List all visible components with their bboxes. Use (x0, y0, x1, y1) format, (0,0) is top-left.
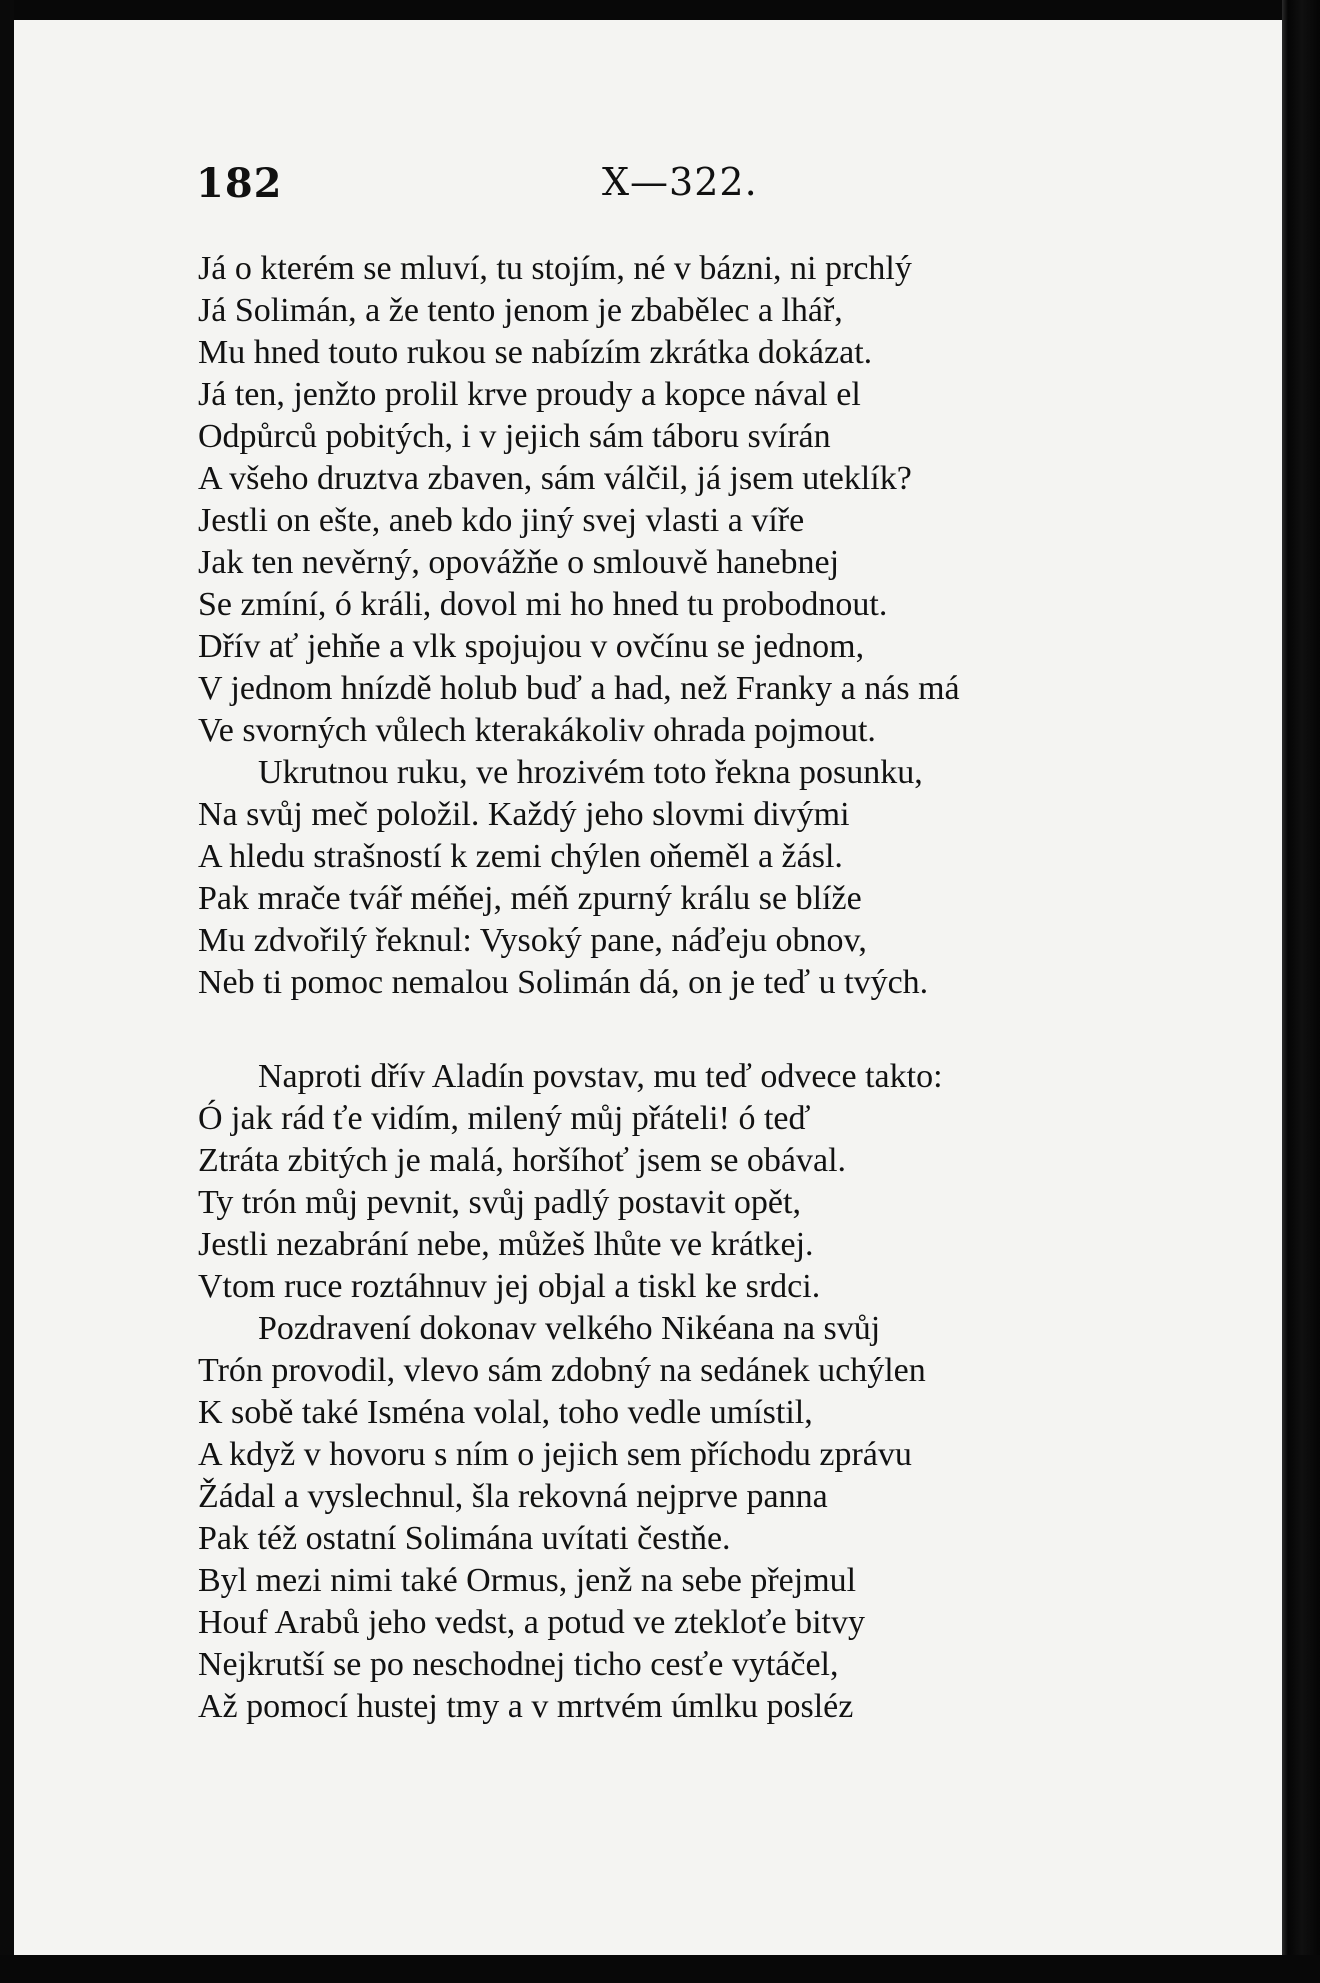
verse-line: A všeho druztva zbaven, sám válčil, já jsem uteklík? (198, 460, 912, 497)
verse-line: Ukrutnou ruku, ve hrozivém toto řekna posunku, (258, 754, 923, 791)
scan-border-bottom (0, 1955, 1320, 1983)
stanza-gap (198, 1004, 1198, 1056)
verse-line: A když v hovoru s ním o jejich sem příchodu zprávu (198, 1436, 912, 1473)
verse-line: Na svůj meč položil. Každý jeho slovmi divými (198, 796, 850, 833)
verse-line: Naproti dřív Aladín povstav, mu teď odvece takto: (258, 1058, 943, 1095)
verse-line: Jak ten nevěrný, opovážňe o smlouvě hanebnej (198, 544, 840, 581)
verse-line: Trón provodil, vlevo sám zdobný na sedánek uchýlen (198, 1352, 926, 1389)
verse-line: Žádal a vyslechnul, šla rekovná nejprve panna (198, 1478, 828, 1515)
verse-line: Mu zdvořilý řeknul: Vysoký pane, náďeju obnov, (198, 922, 867, 959)
verse-line: Dřív ať jehňe a vlk spojujou v ovčínu se jednom, (198, 628, 865, 665)
poem-text (198, 248, 1198, 1728)
verse-line: Houf Arabů jeho vedst, a potud ve ztekloťe bitvy (198, 1604, 865, 1641)
verse-line: Nejkrutší se po neschodnej ticho cesťe vytáčel, (198, 1646, 839, 1683)
verse-line: Jestli on ešte, aneb kdo jiný svej vlasti a víře (198, 502, 805, 539)
signature-mark: X—322. (602, 160, 758, 204)
verse-line: Ty trón můj pevnit, svůj padlý postavit opět, (198, 1184, 801, 1221)
verse-line: Ztráta zbitých je malá, horšíhoť jsem se obával. (198, 1142, 847, 1179)
verse-line: Já o kterém se mluví, tu stojím, né v bázni, ni prchlý (198, 250, 912, 287)
verse-line: Pak mrače tvář méňej, méň zpurný králu se blíže (198, 880, 862, 917)
verse-line: V jednom hnízdě holub buď a had, než Franky a nás má (198, 670, 960, 707)
scan-border-left (0, 0, 14, 1983)
scan-border-top (0, 0, 1320, 20)
verse-line: Se zmíní, ó králi, dovol mi ho hned tu probodnout. (198, 586, 888, 623)
verse-line: Já Solimán, a že tento jenom je zbabělec a lhář, (198, 292, 843, 329)
verse-line: Ve svorných vůlech kterakákoliv ohrada pojmout. (198, 712, 876, 749)
verse-line: Neb ti pomoc nemalou Solimán dá, on je teď u tvých. (198, 964, 929, 1001)
verse-line: A hledu strašností k zemi chýlen oňeměl a žásl. (198, 838, 843, 875)
verse-line: Mu hned touto rukou se nabízím zkrátka dokázat. (198, 334, 873, 371)
verse-line: Pak též ostatní Solimána uvítati čestňe. (198, 1520, 731, 1557)
stanza (198, 1056, 1198, 1728)
page-number: 182 (196, 160, 283, 207)
verse-line: Pozdravení dokonav velkého Nikéana na svůj (258, 1310, 881, 1347)
verse-line: Jestli nezabrání nebe, můžeš lhůte ve krátkej. (198, 1226, 814, 1263)
verse-line: Až pomocí hustej tmy a v mrtvém úmlku posléz (198, 1688, 854, 1725)
running-header (14, 160, 1282, 216)
scan-border-right (1282, 0, 1320, 1983)
book-page (14, 20, 1282, 1955)
verse-line: Já ten, jenžto prolil krve proudy a kopce nával el (198, 376, 861, 413)
verse-line: Byl mezi nimi také Ormus, jenž na sebe přejmul (198, 1562, 857, 1599)
stanza (198, 248, 1198, 1004)
verse-line: K sobě také Isména volal, toho vedle umístil, (198, 1394, 813, 1431)
verse-line: Vtom ruce roztáhnuv jej objal a tiskl ke srdci. (198, 1268, 821, 1305)
verse-line: Ó jak rád ťe vidím, milený můj přáteli! ó teď (198, 1100, 811, 1137)
verse-line: Odpůrců pobitých, i v jejich sám táboru svírán (198, 418, 831, 455)
